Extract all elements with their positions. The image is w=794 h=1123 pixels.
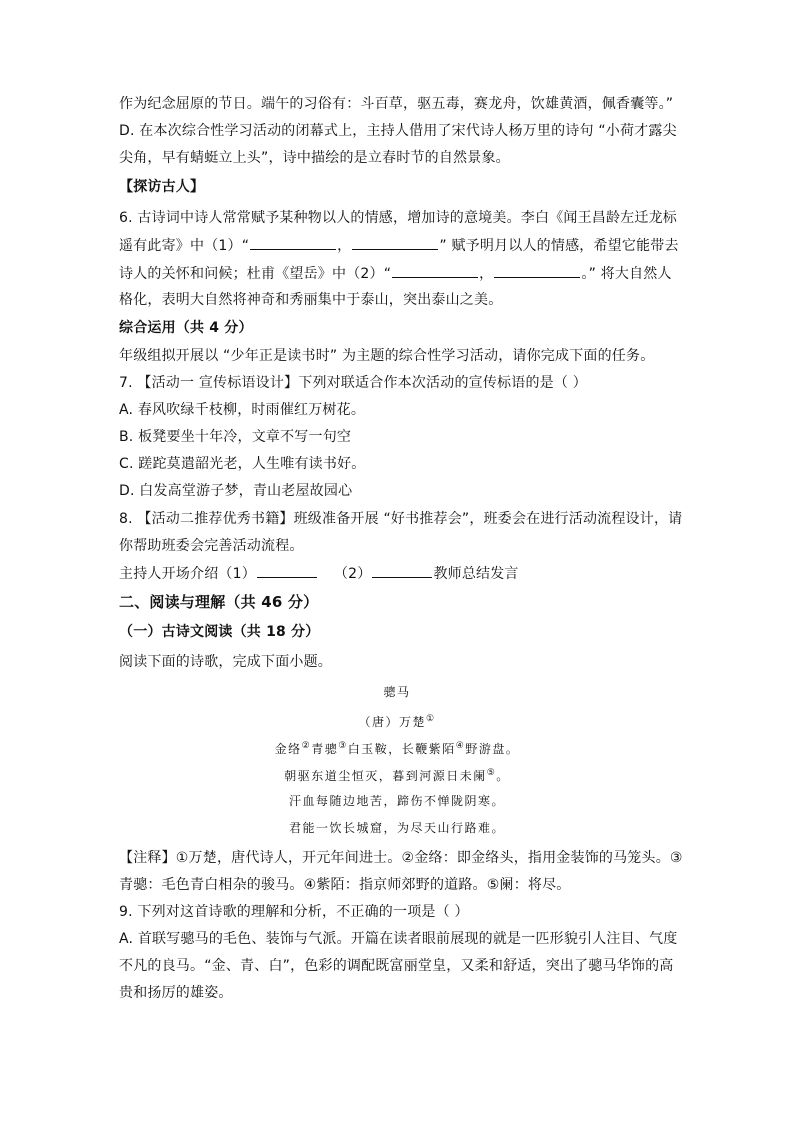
section-heading-tanfang: 【探访古人】 bbox=[119, 179, 205, 195]
answer-blank-flow-1[interactable] bbox=[257, 563, 317, 578]
poem-notes: 【注释】①万楚，唐代诗人，开元年间进士。②金络：即金络头，指用金装饰的马笼头。③ bbox=[119, 850, 683, 866]
answer-blank-flow-2[interactable] bbox=[372, 563, 432, 578]
answer-blank-2b[interactable] bbox=[494, 263, 580, 278]
section-heading-2: 二、阅读与理解（共 46 分） bbox=[119, 593, 319, 611]
question-8: 8. 【活动二推荐优秀书籍】班级准备开展 “好书推荐会”，班委会在进行活动流程设计，请 bbox=[119, 511, 683, 527]
question-7: 7. 【活动一 宣传标语设计】下列对联适合作本次活动的宣传标语的是（ ） bbox=[119, 375, 587, 391]
text-line: 作为纪念屈原的节日。端午的习俗有：斗百草，驱五毒，赛龙舟，饮雄黄酒，佩香囊等。” bbox=[119, 96, 674, 112]
poem-line-4: 君能一饮长城窟，为尽天山行路难。 bbox=[288, 821, 505, 835]
option-d: D. 白发高堂游子梦，青山老屋故园心 bbox=[119, 483, 353, 499]
poem-line-3: 汗血每随边地苦，蹄伤不惮陇阴寒。 bbox=[288, 794, 505, 808]
answer-blank-1a[interactable] bbox=[250, 235, 336, 250]
option-a: A. 首联写骢马的毛色、装饰与气派。开篇在读者眼前展现的就是一匹形貌引人注目、气度 bbox=[119, 931, 678, 947]
activity-intro: 年级组拟开展以 “少年正是读书时” 为主题的综合性学习活动，请你完成下面的任务。 bbox=[119, 348, 655, 364]
option-d-line: D. 在本次综合性学习活动的闭幕式上，主持人借用了宋代诗人杨万里的诗句 “小荷才露尖 bbox=[119, 123, 677, 139]
poem-line-2: 朝驱东道尘恒灭，暮到河源日未阑⑤。 bbox=[284, 768, 510, 783]
answer-blank-1b[interactable] bbox=[352, 235, 438, 250]
question-6-line4: 格化，表明大自然将神奇和秀丽集中于泰山，突出泰山之美。 bbox=[119, 292, 503, 308]
question-8-flow: 主持人开场介绍（1） （2） 教师总结发言 bbox=[119, 563, 519, 584]
option-b: B. 板凳要坐十年冷，文章不写一句空 bbox=[119, 429, 352, 445]
question-6-line3: 诗人的关怀和问候；杜甫《望岳》中（2）“ ， 。” 将大自然人 bbox=[119, 263, 672, 284]
option-a: A. 春风吹绿千枝柳，时雨催红万树花。 bbox=[119, 402, 366, 418]
poem-title: 骢马 bbox=[383, 685, 411, 699]
poem-line-1: 金络②青骢③白玉鞍，长鞭紫陌④野游盘。 bbox=[274, 741, 520, 756]
option-a-line3: 贵和扬厉的雄姿。 bbox=[119, 985, 233, 1001]
question-6: 6. 古诗词中诗人常常赋予某种物以人的情感，增加诗的意境美。李白《闻王昌龄左迁龙标 bbox=[119, 210, 678, 226]
section-heading-zonghe: 综合运用（共 4 分） bbox=[119, 320, 253, 336]
question-8-line2: 你帮助班委会完善活动流程。 bbox=[119, 538, 304, 554]
subsection-heading-1: （一）古诗文阅读（共 18 分） bbox=[119, 624, 320, 640]
answer-blank-2a[interactable] bbox=[392, 263, 478, 278]
poem-notes-line2: 青骢：毛色青白相杂的骏马。④紫陌：指京师郊野的道路。⑤阑：将尽。 bbox=[119, 877, 571, 893]
reading-instruction: 阅读下面的诗歌，完成下面小题。 bbox=[119, 654, 332, 670]
option-a-line2: 不凡的良马。“金、青、白”，色彩的调配既富丽堂皇，又柔和舒适，突出了骢马华饰的高 bbox=[119, 958, 674, 974]
text-line: 尖角，早有蜻蜓立上头”，诗中描绘的是立春时节的自然景象。 bbox=[119, 150, 510, 166]
question-6-line2: 遥有此寄》中（1）“ ， ” 赋予明月以人的情感，希望它能带去 bbox=[119, 235, 679, 256]
question-9: 9. 下列对这首诗歌的理解和分析，不正确的一项是（ ） bbox=[119, 904, 469, 920]
option-c: C. 蹉跎莫遣韶光老，人生唯有读书好。 bbox=[119, 456, 366, 472]
poem-author: （唐）万楚① bbox=[358, 714, 436, 729]
